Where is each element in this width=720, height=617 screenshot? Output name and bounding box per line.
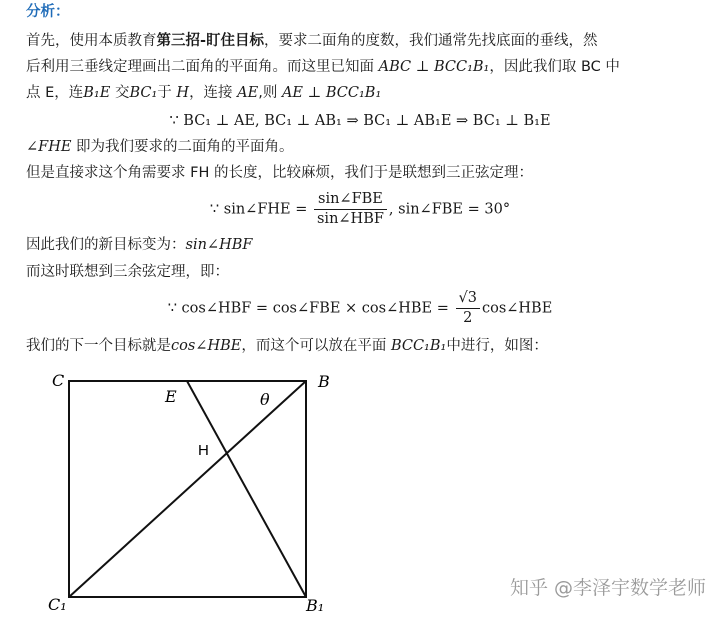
p2-text-start: 后利用三垂线定理画出二面角的平面角。而这里已知面	[26, 59, 379, 75]
p4-text: 即为我们要求的二面角的平面角。	[71, 139, 294, 155]
formula-three-sines	[0, 190, 720, 229]
label-e: E	[165, 387, 177, 406]
paragraph-8	[26, 336, 548, 356]
segment-eb1	[187, 381, 306, 597]
p3-text-d: ，连接	[189, 85, 238, 101]
paragraph-7: 而这时联想到三余弦定理，即：	[26, 264, 229, 280]
p3-math-bc1: BC₁	[129, 85, 158, 101]
p2-text-end: ，因此我们取 BC 中	[489, 59, 620, 75]
p4-math-angle: ∠FHE	[26, 139, 72, 155]
paragraph-3	[26, 83, 381, 103]
p2-math-plane: ABC ⊥ BCC₁B₁	[378, 59, 490, 75]
p1-text-end: ，要求二面角的度数，我们通常先找底面的垂线，然	[264, 33, 598, 49]
paragraph-1	[26, 31, 598, 51]
f3-rhs: cos∠HBE	[481, 300, 553, 317]
paragraph-4	[26, 137, 294, 157]
label-b: B	[318, 372, 330, 391]
label-theta: θ	[260, 390, 270, 409]
f3-numerator: √3	[456, 289, 480, 309]
paragraph-6	[26, 235, 252, 255]
p3-math-perp: AE ⊥ BCC₁B₁	[281, 85, 382, 101]
p8-text-start: 我们的下一个目标就是	[26, 338, 171, 354]
formula-perpendicular: ∵ BC₁ ⊥ AE, BC₁ ⊥ AB₁ ⇒ BC₁ ⊥ AB₁E ⇒ BC₁ ⊥ B₁E	[169, 113, 551, 129]
formula-three-cosines	[0, 289, 720, 328]
f2-numerator: sin∠FBE	[314, 190, 387, 210]
f2-lhs: ∵ sin∠FHE =	[209, 201, 308, 218]
p3-math-h: H	[176, 85, 190, 101]
p3-text-e: ,则	[258, 85, 282, 101]
p1-text-start: 首先，使用本质教育	[26, 33, 157, 49]
watermark: 知乎 @李泽宇数学老师	[509, 577, 706, 599]
p3-text-c: 于	[157, 85, 177, 101]
p8-text-mid: ，而这个可以放在平面	[241, 338, 391, 354]
label-h: H	[198, 442, 209, 459]
label-c1: C₁	[48, 595, 67, 614]
label-c: C	[52, 371, 65, 390]
p6-text: 因此我们的新目标变为：	[26, 237, 186, 253]
p3-text-b: 交	[110, 85, 130, 101]
diagonal-bc1	[69, 381, 306, 597]
f2-rhs: , sin∠FBE = 30°	[388, 201, 511, 218]
paragraph-5: 但是直接求这个角需要求 FH 的长度，比较麻烦，我们于是联想到三正弦定理：	[26, 165, 533, 181]
p3-text-a: 点 E，连	[26, 85, 84, 101]
p3-math-b1e: B₁E	[83, 85, 111, 101]
p3-math-ae: AE	[237, 85, 259, 101]
p8-text-end: 中进行，如图：	[446, 338, 548, 354]
p8-math-target: cos∠HBE	[171, 338, 242, 354]
f3-denominator: 2	[463, 310, 473, 326]
analysis-heading: 分析：	[26, 4, 70, 20]
f3-fraction	[456, 289, 480, 328]
f3-lhs: ∵ cos∠HBF = cos∠FBE × cos∠HBE =	[167, 300, 449, 317]
p8-math-plane: BCC₁B₁	[390, 338, 447, 354]
p6-math-target: sin∠HBF	[185, 237, 253, 253]
f2-fraction	[314, 190, 387, 229]
f2-denominator: sin∠HBF	[316, 211, 384, 227]
p1-bold-method: 第三招-盯住目标	[156, 33, 265, 49]
label-b1: B₁	[306, 596, 325, 615]
paragraph-2	[26, 57, 620, 77]
